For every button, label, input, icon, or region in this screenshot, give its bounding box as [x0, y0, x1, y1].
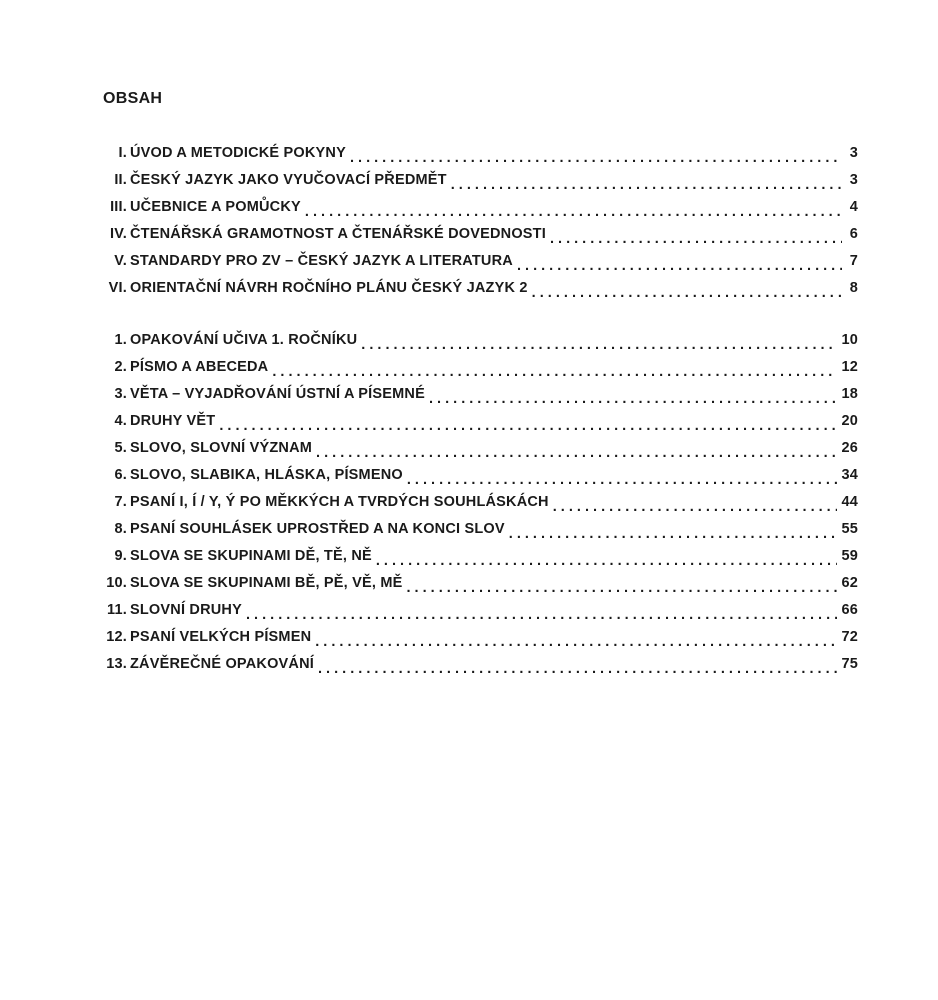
toc-entry-title: ORIENTAČNÍ NÁVRH ROČNÍHO PLÁNU ČESKÝ JAZYK 2 [130, 280, 528, 296]
toc-entry-page: 66 [841, 602, 858, 618]
toc-entry-number: VI. [108, 280, 127, 296]
toc-entry-title: SLOVNÍ DRUHY [130, 602, 242, 618]
toc-entry-page: 4 [849, 199, 858, 215]
toc-entry [103, 199, 858, 226]
toc-entry-page: 59 [841, 548, 858, 564]
toc-entry-title: VĚTA – VYJADŘOVÁNÍ ÚSTNÍ A PÍSEMNÉ [130, 386, 425, 402]
dot-leader [318, 663, 837, 677]
dot-leader [407, 474, 838, 488]
toc-entry [103, 548, 858, 575]
toc-heading: OBSAH [103, 90, 163, 107]
toc-entry-page: 10 [841, 332, 858, 348]
toc-entry-number: V. [114, 253, 127, 269]
dot-leader [219, 420, 837, 434]
dot-leader [246, 609, 838, 623]
toc-entry-title: UČEBNICE A POMŮCKY [130, 199, 301, 215]
toc-entry-title: DRUHY VĚT [130, 413, 216, 429]
toc-entry-title: PSANÍ I, Í / Y, Ý PO MĚKKÝCH A TVRDÝCH SOUHLÁSKÁCH [130, 494, 549, 510]
dot-leader [350, 152, 842, 166]
toc-entry [103, 467, 858, 494]
toc-entry-page: 7 [849, 253, 858, 269]
toc-entry-page: 3 [849, 145, 858, 161]
toc-entry-title: STANDARDY PRO ZV – ČESKÝ JAZYK A LITERATURA [130, 253, 513, 269]
toc-entry-number: 13. [106, 656, 127, 672]
dot-leader [305, 206, 842, 220]
toc-roman-section [103, 145, 858, 307]
toc-entry-page: 8 [849, 280, 858, 296]
toc-entry-number: 12. [106, 629, 127, 645]
toc-entry-number: IV. [110, 226, 127, 242]
toc-entry [103, 656, 858, 683]
toc-entry-page: 44 [841, 494, 858, 510]
toc-entry [103, 145, 858, 172]
toc-entry-number: 10. [106, 575, 127, 591]
dot-leader [272, 366, 837, 380]
toc-entry-page: 72 [841, 629, 858, 645]
toc-entry-title: SLOVA SE SKUPINAMI DĚ, TĚ, NĚ [130, 548, 372, 564]
toc-entry-number: 6. [114, 467, 127, 483]
toc-entry-number: 11. [107, 602, 127, 618]
toc-entry-number: II. [114, 172, 127, 188]
toc-entry-page: 18 [841, 386, 858, 402]
toc-entry-page: 12 [841, 359, 858, 375]
toc-entry-title: ČTENÁŘSKÁ GRAMOTNOST A ČTENÁŘSKÉ DOVEDNOSTI [130, 226, 546, 242]
dot-leader [429, 393, 838, 407]
toc-entry [103, 413, 858, 440]
dot-leader [532, 287, 842, 301]
toc-entry-number: 9. [114, 548, 127, 564]
toc-entry [103, 386, 858, 413]
toc-entry [103, 521, 858, 548]
dot-leader [406, 582, 837, 596]
toc-entry-title: PÍSMO A ABECEDA [130, 359, 269, 375]
toc-entry-page: 26 [841, 440, 858, 456]
toc-entry-page: 34 [841, 467, 858, 483]
dot-leader [315, 636, 837, 650]
toc-entry-page: 75 [841, 656, 858, 672]
toc-entry [103, 359, 858, 386]
toc-entry-title: ZÁVĚREČNÉ OPAKOVÁNÍ [130, 656, 314, 672]
dot-leader [451, 179, 842, 193]
toc-entry-title: SLOVA SE SKUPINAMI BĚ, PĚ, VĚ, MĚ [130, 575, 403, 591]
toc-entry [103, 629, 858, 656]
toc-entry-title: SLOVO, SLOVNÍ VÝZNAM [130, 440, 313, 456]
dot-leader [316, 447, 837, 461]
dot-leader [553, 501, 838, 515]
toc-entry-page: 62 [841, 575, 858, 591]
toc-entry-number: I. [118, 145, 127, 161]
toc-entry-title: PSANÍ SOUHLÁSEK UPROSTŘED A NA KONCI SLOV [130, 521, 505, 537]
toc-entry-number: 7. [114, 494, 127, 510]
toc-arabic-section [103, 332, 858, 683]
toc-entry-number: 5. [114, 440, 127, 456]
toc-entry [103, 494, 858, 521]
toc-entry [103, 172, 858, 199]
toc-entry-page: 20 [841, 413, 858, 429]
toc-entry-title: ČESKÝ JAZYK JAKO VYUČOVACÍ PŘEDMĚT [130, 172, 447, 188]
dot-leader [517, 260, 842, 274]
toc-entry-title: PSANÍ VELKÝCH PÍSMEN [130, 629, 312, 645]
toc-entry [103, 602, 858, 629]
toc-entry [103, 253, 858, 280]
toc-entry-title: ÚVOD A METODICKÉ POKYNY [130, 145, 346, 161]
toc-entry [103, 332, 858, 359]
toc-entry-page: 3 [849, 172, 858, 188]
toc-entry [103, 226, 858, 253]
toc-entry-number: 1. [114, 332, 127, 348]
dot-leader [376, 555, 838, 569]
toc-entry [103, 280, 858, 307]
toc-entry-number: 4. [114, 413, 127, 429]
toc-entry-page: 55 [841, 521, 858, 537]
toc-entry-page: 6 [849, 226, 858, 242]
toc-entry-title: SLOVO, SLABIKA, HLÁSKA, PÍSMENO [130, 467, 403, 483]
toc-entry-title: OPAKOVÁNÍ UČIVA 1. ROČNÍKU [130, 332, 358, 348]
dot-leader [361, 339, 837, 353]
dot-leader [509, 528, 838, 542]
toc-entry [103, 575, 858, 602]
toc-entry-number: III. [110, 199, 127, 215]
dot-leader [550, 233, 842, 247]
toc-entry-number: 2. [114, 359, 127, 375]
toc-entry-number: 8. [114, 521, 127, 537]
toc-entry [103, 440, 858, 467]
toc-entry-number: 3. [114, 386, 127, 402]
